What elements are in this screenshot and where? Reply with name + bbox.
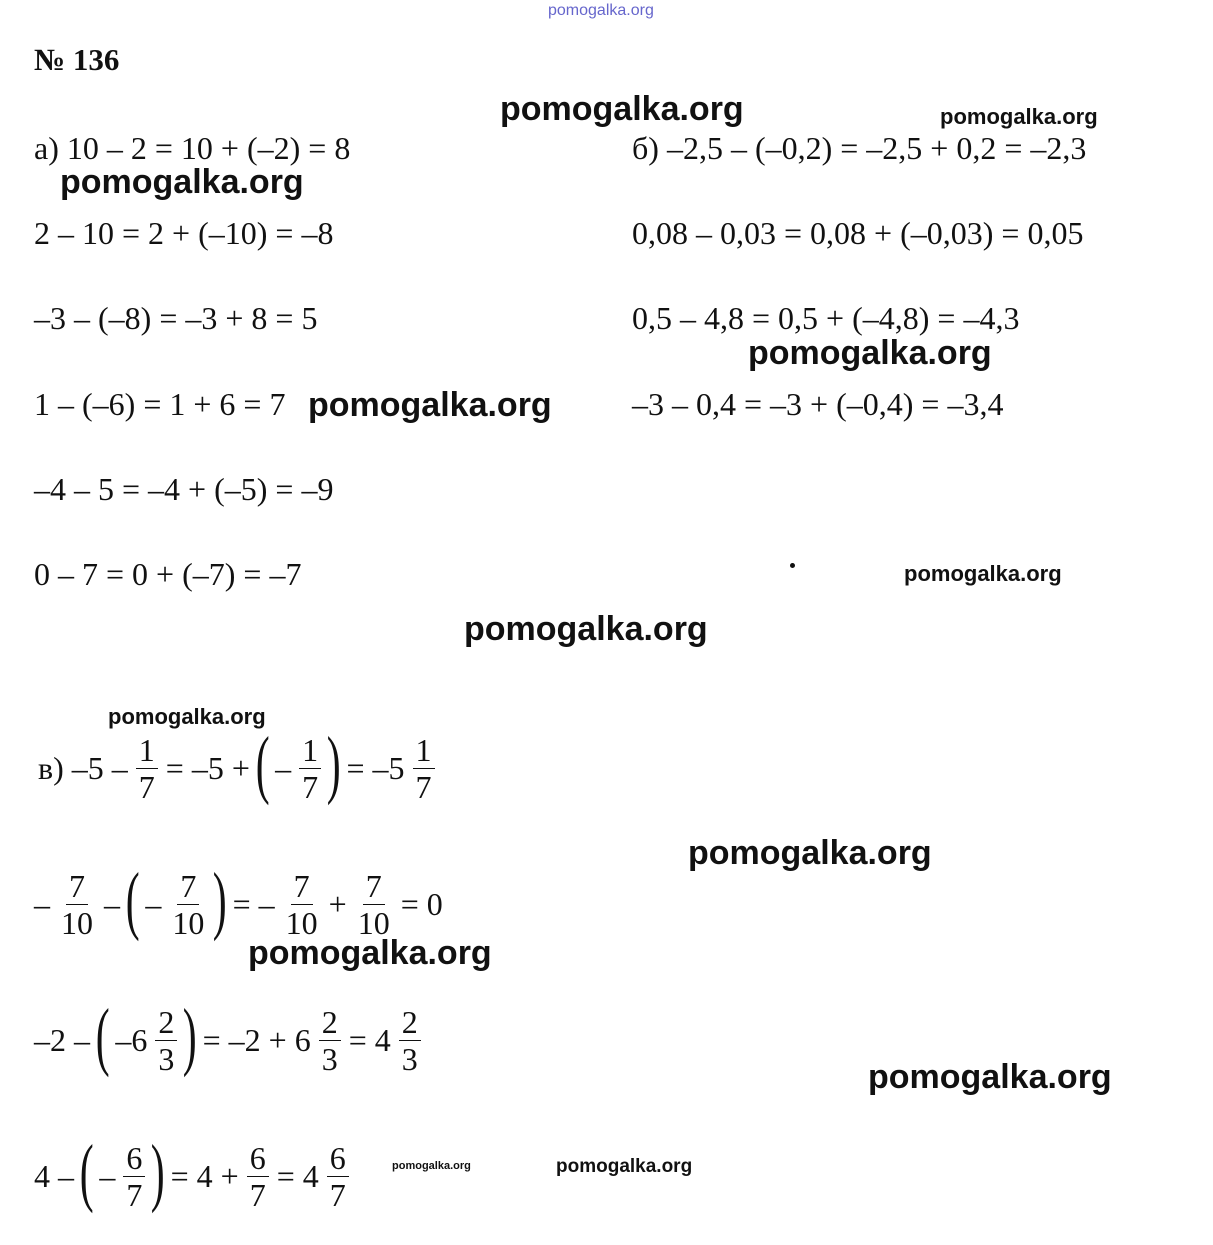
numerator: 2 — [319, 1006, 341, 1041]
fraction — [413, 731, 435, 805]
equation-v-3 — [30, 994, 425, 1078]
watermark: pomogalka.org — [1000, 1214, 1072, 1225]
watermark: pomogalka.org — [748, 334, 992, 372]
fraction — [283, 867, 321, 941]
fraction — [123, 1139, 145, 1213]
term: = 4 — [348, 1021, 391, 1058]
fraction — [327, 1139, 349, 1213]
term: = – — [232, 885, 275, 922]
denominator: 10 — [357, 904, 390, 941]
term: + — [328, 885, 347, 922]
watermark: pomogalka.org — [500, 90, 744, 128]
fraction — [319, 1003, 341, 1077]
equation-v-4 — [30, 1130, 353, 1214]
denominator: 7 — [249, 1176, 266, 1213]
term: – — [104, 885, 120, 922]
numerator: 6 — [123, 1142, 145, 1177]
equation-b-4: –3 – 0,4 = –3 + (–0,4) = –3,4 — [632, 386, 1004, 422]
equation-a-5: –4 – 5 = –4 + (–5) = –9 — [34, 471, 334, 507]
equation-v-2 — [30, 858, 447, 942]
left-paren: ( — [95, 994, 110, 1078]
watermark: pomogalka.org — [868, 1058, 1112, 1096]
denominator: 7 — [138, 768, 155, 805]
equation-a-2: 2 – 10 = 2 + (–10) = –8 — [34, 215, 334, 251]
equation-a-6: 0 – 7 = 0 + (–7) = –7 — [34, 556, 302, 592]
fraction — [399, 1003, 421, 1077]
watermark: pomogalka.org — [556, 1156, 693, 1177]
numerator: 6 — [327, 1142, 349, 1177]
problem-number: № 136 — [34, 42, 120, 77]
fraction — [355, 867, 393, 941]
term: –6 — [115, 1021, 148, 1058]
denominator: 10 — [61, 904, 93, 941]
term: = –2 + 6 — [202, 1021, 311, 1058]
term: 4 – — [34, 1157, 74, 1194]
numerator: 2 — [399, 1006, 421, 1041]
denominator: 3 — [401, 1040, 418, 1077]
left-paren: ( — [255, 722, 270, 806]
equation-v-1 — [34, 722, 439, 806]
numerator: 7 — [363, 870, 385, 905]
watermark: pomogalka.org — [904, 561, 1062, 586]
term: = –5 + — [165, 749, 250, 786]
term: = –5 — [346, 749, 405, 786]
term: – — [275, 749, 292, 786]
denominator: 10 — [172, 904, 205, 941]
equation-a-1: а) 10 – 2 = 10 + (–2) = 8 — [34, 130, 351, 166]
left-paren: ( — [125, 858, 140, 942]
stray-dot — [790, 563, 795, 568]
term: – — [145, 885, 162, 922]
numerator: 2 — [155, 1006, 177, 1041]
term: = 4 — [276, 1157, 319, 1194]
term: – — [34, 885, 50, 922]
denominator: 7 — [302, 768, 319, 805]
equation-b-3: 0,5 – 4,8 = 0,5 + (–4,8) = –4,3 — [632, 300, 1020, 336]
right-paren: ) — [183, 994, 197, 1078]
fraction — [299, 731, 321, 805]
term: – — [99, 1157, 116, 1194]
numerator: 7 — [177, 870, 199, 905]
watermark: pomogalka.org — [248, 934, 492, 972]
numerator: 1 — [136, 734, 158, 769]
watermark: pomogalka.org — [60, 163, 304, 201]
denominator: 7 — [329, 1176, 346, 1213]
denominator: 7 — [126, 1176, 143, 1213]
numerator: 7 — [66, 870, 88, 905]
denominator: 3 — [158, 1040, 175, 1077]
watermark: pomogalka.org — [108, 704, 266, 729]
term: = 4 + — [170, 1157, 239, 1194]
fraction — [247, 1139, 269, 1213]
watermark: pomogalka.org — [464, 610, 708, 648]
watermark: pomogalka.org — [940, 104, 1098, 129]
term: = 0 — [400, 885, 443, 922]
denominator: 3 — [321, 1040, 338, 1077]
watermark: pomogalka.org — [548, 2, 654, 19]
numerator: 1 — [413, 734, 435, 769]
fraction — [169, 867, 207, 941]
equation-a-3: –3 – (–8) = –3 + 8 = 5 — [34, 300, 318, 336]
right-paren: ) — [326, 722, 341, 806]
right-paren: ) — [213, 858, 227, 942]
numerator: 1 — [299, 734, 321, 769]
fraction — [155, 1003, 177, 1077]
denominator: 7 — [415, 768, 432, 805]
term: –2 – — [34, 1021, 90, 1058]
numerator: 6 — [247, 1142, 269, 1177]
equation-a-4: 1 – (–6) = 1 + 6 = 7 — [34, 386, 286, 422]
watermark: pomogalka.org — [688, 834, 932, 872]
watermark: pomogalka.org — [392, 1160, 471, 1172]
term: в) –5 – — [38, 749, 128, 786]
equation-b-2: 0,08 – 0,03 = 0,08 + (–0,03) = 0,05 — [632, 215, 1084, 251]
fraction — [136, 731, 158, 805]
denominator: 10 — [285, 904, 318, 941]
watermark: pomogalka.org — [308, 386, 552, 424]
numerator: 7 — [291, 870, 313, 905]
left-paren: ( — [79, 1130, 94, 1214]
right-paren: ) — [151, 1130, 165, 1214]
equation-b-1: б) –2,5 – (–0,2) = –2,5 + 0,2 = –2,3 — [632, 130, 1087, 166]
fraction — [58, 867, 96, 941]
